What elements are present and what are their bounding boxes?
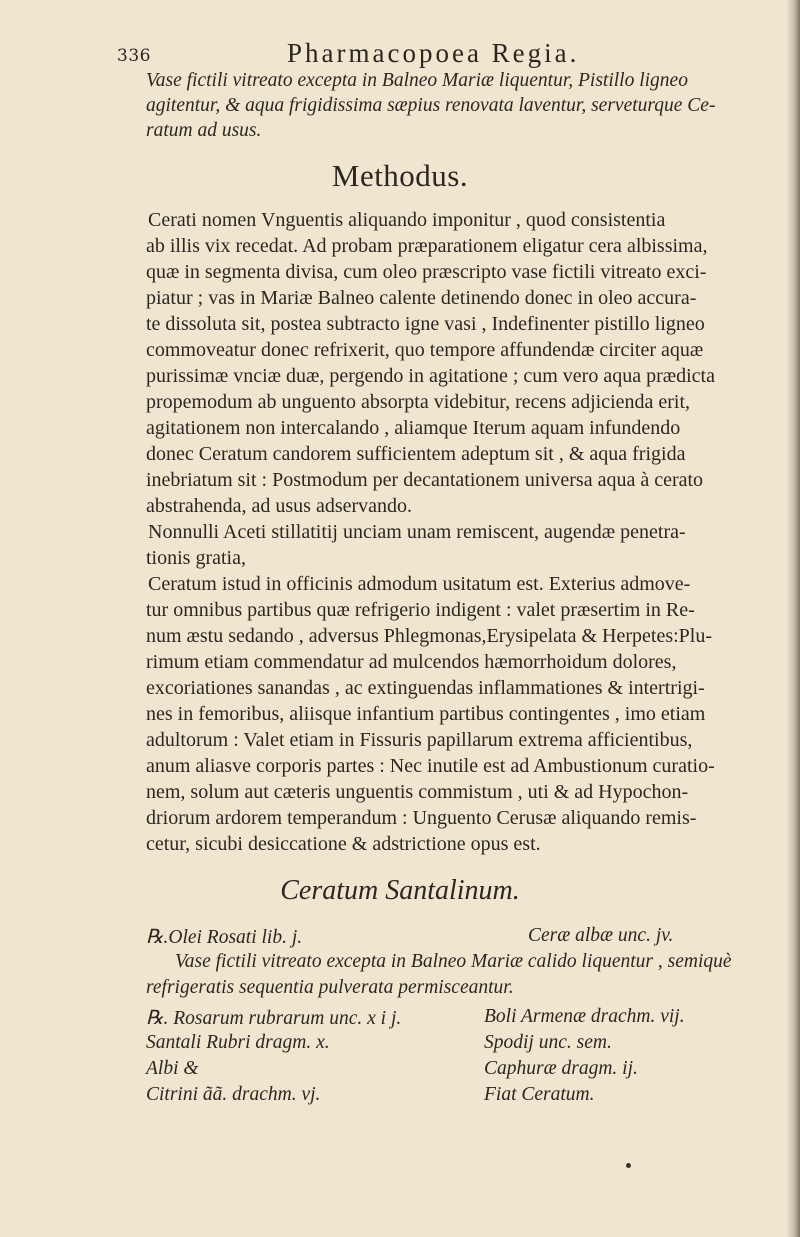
body-line: cetur, sicubi desiccatione & adstrictione opus est. (146, 833, 541, 855)
recipe-instruction-line: refrigeratis sequentia pulverata permisceantur. (146, 977, 514, 998)
recipe-first-left: ℞.Olei Rosati lib. j. (146, 927, 303, 948)
body-line: num æstu sedando , adversus Phlegmonas,Erysipelata & Herpetes:Plu- (146, 625, 713, 647)
ingredient-right: Caphuræ dragm. ij. (484, 1058, 638, 1079)
body-line: Nonnulli Aceti stillatitij unciam unam remiscent, augendæ penetra- (148, 521, 686, 543)
body-line: piatur ; vas in Mariæ Balneo calente detinendo donec in oleo accura- (146, 287, 697, 309)
body-line: nes in femoribus, aliisque infantium partibus contingentes , imo etiam (146, 703, 706, 725)
body-line: inebriatum sit : Postmodum per decantationem universa aqua à cerato (146, 469, 704, 491)
body-line: rimum etiam commendatur ad mulcendos hæmorrhoidum dolores, (146, 651, 677, 673)
body-line: donec Ceratum candorem sufficientem adeptum sit , & aqua frigida (146, 443, 686, 465)
ink-speck (626, 1163, 631, 1168)
intro-line: agitentur, & aqua frigidissima sæpius renovata laventur, serveturque Ce- (146, 95, 716, 116)
body-line: tionis gratia, (146, 547, 246, 569)
body-line: ab illis vix recedat. Ad probam præparationem eligatur cera albissima, (146, 235, 708, 257)
body-line: te dissoluta sit, postea subtracto igne vasi , Indefinenter pistillo ligneo (146, 313, 705, 335)
recipe-instruction-line: Vase fictili vitreato excepta in Balneo Mariæ calido liquentur , semiquè (175, 951, 732, 972)
body-line: Cerati nomen Vnguentis aliquando imponitur , quod consistentia (148, 209, 666, 231)
running-title: Pharmacopoea Regia. (287, 38, 580, 68)
intro-line: Vase fictili vitreato excepta in Balneo Mariæ liquentur, Pistillo ligneo (146, 70, 688, 91)
ingredient-right: Fiat Ceratum. (484, 1084, 595, 1105)
body-line: anum aliasve corporis partes : Nec inutile est ad Ambustionum curatio- (146, 755, 715, 777)
ingredient-left: Santali Rubri dragm. x. (146, 1032, 330, 1053)
ingredient-right: Spodij unc. sem. (484, 1032, 612, 1053)
ingredient-left: Citrini ãã. drachm. vj. (146, 1084, 321, 1105)
body-line: propemodum ab unguento absorpta videbitur, recens adjicienda erit, (146, 391, 691, 413)
body-line: quæ in segmenta divisa, cum oleo præscripto vase fictili vitreato exci- (146, 261, 707, 283)
recipe-first-right: Ceræ albæ unc. jv. (528, 925, 674, 946)
body-line: tur omnibus partibus quæ refrigerio indigent : valet præsertim in Re- (146, 599, 695, 621)
body-line: Ceratum istud in officinis admodum usitatum est. Exterius admove- (148, 573, 691, 595)
recipe-heading: Ceratum Santalinum. (280, 875, 520, 906)
body-line: abstrahenda, ad usus adservando. (146, 495, 413, 517)
page-number: 336 (117, 46, 151, 66)
ingredient-left: ℞. Rosarum rubrarum unc. x i j. (146, 1008, 402, 1029)
body-line: purissimæ vnciæ duæ, pergendo in agitatione ; cum vero aqua prædicta (146, 365, 715, 387)
body-line: driorum ardorem temperandum : Unguento Cerusæ aliquando remis- (146, 807, 697, 829)
body-line: nem, solum aut cæteris unguentis commistum , uti & ad Hypochon- (146, 781, 689, 803)
ingredient-right: Boli Armenæ drachm. vij. (484, 1006, 685, 1027)
body-line: adultorum : Valet etiam in Fissuris papillarum extrema afficientibus, (146, 729, 693, 751)
body-line: agitationem non intercalando , aliamque Iterum aquam infundendo (146, 417, 681, 439)
body-line: commoveatur donec refrixerit, quo tempore affundendæ circiter aquæ (146, 339, 704, 361)
methodus-heading: Methodus. (331, 158, 469, 193)
intro-line: ratum ad usus. (146, 120, 262, 141)
page-header (117, 34, 777, 74)
body-line: excoriationes sanandas , ac extinguendas inflammationes & intertrigi- (146, 677, 705, 699)
ingredient-left: Albi & (146, 1058, 199, 1079)
